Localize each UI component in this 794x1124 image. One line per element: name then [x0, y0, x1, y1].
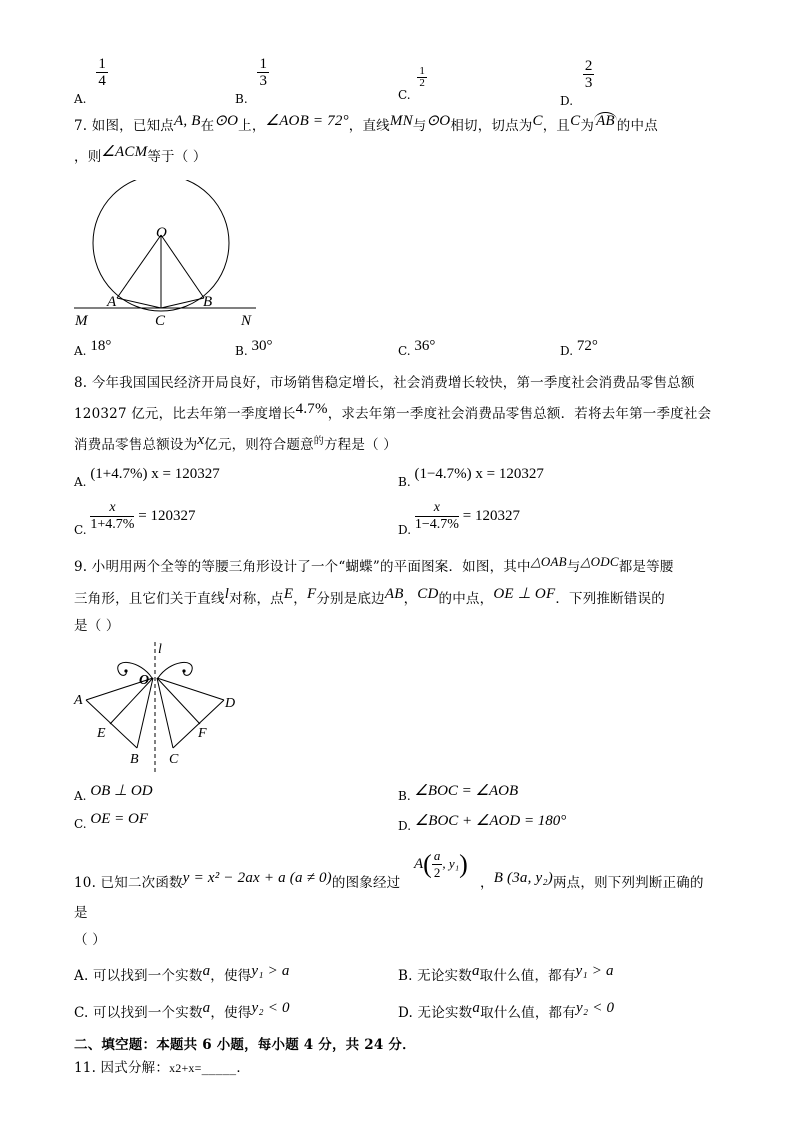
segment-ab [86, 700, 137, 748]
q10-point-a: A( $\frac{a}{2}$ , y₁) [414, 848, 468, 880]
label-o: O [139, 673, 150, 688]
label-d: D [225, 696, 236, 711]
q10-stem-line1-right: ，B (3a, y₂)两点，则下列判断正确的 [480, 870, 704, 891]
q6-option-d: D. $\frac{2}{3}$ [560, 58, 593, 108]
label-o: O [156, 225, 167, 241]
label-n: N [241, 313, 252, 329]
label-l: l [158, 642, 162, 657]
right-antenna [158, 662, 192, 678]
q8-option-c: C. $\frac{x}{1+4.7\%}$ = 120327 [74, 500, 196, 537]
q8-stem-line3: 消费品零售总额设为x亿元，则符合题意$^的$方程是（ ） [74, 432, 397, 453]
q7-stem-line1: 7. 如图，已知点A, B在⊙O上，∠AOB = 72°，直线MN与⊙O相切，切点为C，且C为 AB 的中点 [74, 113, 658, 134]
q9-option-a: A. OB ⊥ OD [74, 783, 153, 803]
fraction: $\frac{2}{3}$ [584, 58, 593, 91]
segment-oc [157, 678, 173, 748]
q10-option-c: C. 可以找到一个实数a，使得y₂ < 0 [74, 1000, 290, 1021]
q10-stem-line1-left: 10. 已知二次函数y = x² − 2ax + a (a ≠ 0)的图象经过 [74, 870, 401, 891]
fraction: $\frac{a}{2}$ [433, 848, 441, 880]
label-b: B [130, 752, 139, 767]
label-f: F [198, 726, 207, 741]
q7-option-d: D. 72° [560, 338, 598, 358]
q6-option-c: C. $\frac{1}{2}$ [398, 65, 425, 102]
q10-stem-line3: （ ） [74, 932, 106, 948]
q8-option-a: A. (1+4.7%) x = 120327 [74, 466, 220, 489]
answer-blank[interactable]: _____ [201, 1060, 237, 1076]
segment-ob [137, 678, 153, 748]
q6-option-a: A. $\frac{1}{4}$ [74, 56, 106, 106]
label-e: E [97, 726, 106, 741]
segment-ac [117, 298, 161, 308]
q8-option-d: D. $\frac{x}{1-4.7\%}$ = 120327 [398, 500, 520, 537]
q9-butterfly-figure [70, 640, 250, 775]
right-antenna-dot [182, 669, 185, 672]
segment-ob [161, 235, 204, 298]
q8-stem-line2: 120327 亿元，比去年第一季度增长4.7%，求去年第一季度社会消费品零售总额．若将去年第一季度社会 [74, 401, 712, 422]
q11-stem: 11. 因式分解：x2+x=_____． [74, 1060, 251, 1076]
segment-bc [161, 298, 204, 308]
q10-option-a: A. 可以找到一个实数a，使得y₁ > a [74, 963, 290, 984]
fraction: $\frac{x}{1+4.7\%}$ [90, 500, 135, 532]
q9-option-c: C. OE = OF [74, 811, 149, 831]
left-antenna-dot [124, 669, 127, 672]
label-a: A [74, 693, 83, 708]
q9-stem-line2: 三角形，且它们关于直线l对称，点E，F分别是底边AB，CD的中点，OE ⊥ OF．下列推断错误的 [74, 586, 665, 607]
label-c: C [155, 313, 166, 329]
section-heading: 二、填空题：本题共 6 小题，每小题 4 分，共 24 分． [74, 1037, 416, 1053]
label-c: C [169, 752, 179, 767]
q7-option-b: B. 30° [235, 338, 273, 358]
label-a: A [107, 294, 117, 310]
segment-oa [117, 235, 161, 298]
q10-option-d: D. 无论实数a取什么值，都有y₂ < 0 [398, 1000, 615, 1021]
q7-circle-figure [70, 180, 270, 330]
q9-stem-line1: 9. 小明用两个全等的等腰三角形设计了一个“蝴蝶”的平面图案．如图，其中△OAB与△ODC都是等腰 [74, 554, 674, 575]
q7-stem-line2: ，则∠ACM等于（ ） [74, 144, 207, 165]
fraction: $\frac{1}{4}$ [98, 56, 106, 89]
q10-stem-line2: 是 [74, 905, 88, 921]
q6-option-b: B. $\frac{1}{3}$ [235, 56, 267, 106]
q8-stem-line1: 8. 今年我国国民经济开局良好，市场销售稳定增长，社会消费增长较快，第一季度社会消费品零售总额 [74, 375, 695, 391]
q9-stem-line3: 是（ ） [74, 618, 120, 634]
label-m: M [75, 313, 88, 329]
q7-option-c: C. 36° [398, 338, 436, 358]
q10-option-b: B. 无论实数a取什么值，都有y₁ > a [398, 963, 614, 984]
fraction: $\frac{1}{2}$ [419, 65, 425, 89]
label-b: B [203, 294, 213, 310]
arc-ab: AB [596, 113, 615, 129]
q7-option-a: A. 18° [74, 338, 112, 358]
q9-option-b: B. ∠BOC = ∠AOB [398, 783, 519, 803]
q8-option-b: B. (1−4.7%) x = 120327 [398, 466, 544, 489]
fraction: $\frac{1}{3}$ [259, 56, 267, 89]
fraction: $\frac{x}{1-4.7\%}$ [414, 500, 459, 532]
q9-option-d: D. ∠BOC + ∠AOD = 180° [398, 813, 567, 833]
